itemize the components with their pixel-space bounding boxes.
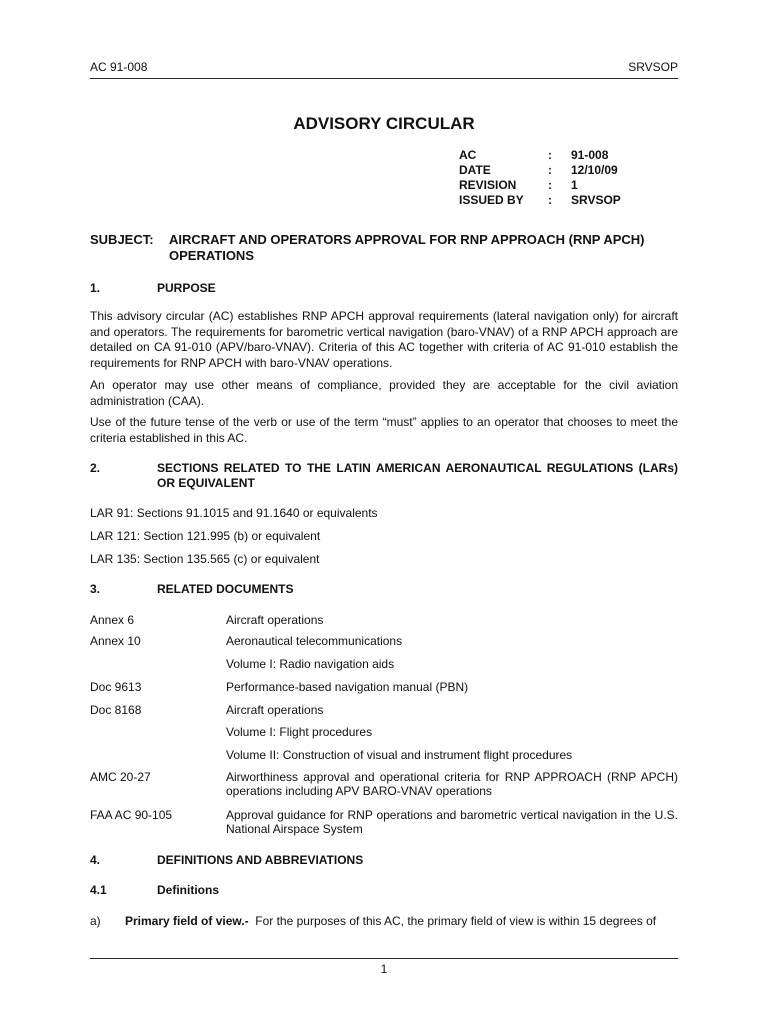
section-title: DEFINITIONS AND ABBREVIATIONS — [157, 853, 364, 867]
document-ref: Annex 6 — [90, 613, 135, 627]
document-desc: Volume I: Flight procedures — [226, 725, 373, 739]
metadata-key: REVISION — [459, 178, 517, 192]
document-desc: Aircraft operations — [226, 703, 324, 717]
metadata-value: 91-008 — [571, 148, 609, 162]
section-number: 4. — [90, 853, 101, 867]
section-number: 3. — [90, 582, 101, 596]
header-issuer: SRVSOP — [628, 60, 678, 74]
metadata-separator: : — [548, 148, 552, 162]
document-ref: FAA AC 90-105 — [90, 808, 173, 822]
document-desc: Performance-based navigation manual (PBN) — [226, 680, 469, 694]
list-marker: a) — [90, 914, 101, 928]
metadata-value: 1 — [571, 178, 578, 192]
document-desc: Volume I: Radio navigation aids — [226, 657, 395, 671]
document-ref: Doc 9613 — [90, 680, 142, 694]
section-title: SECTIONS RELATED TO THE LATIN AMERICAN AERONAUTICAL REGULATIONS (LARs) OR EQUIVALENT — [157, 461, 678, 490]
metadata-separator: : — [548, 178, 552, 192]
lar-reference: LAR 121: Section 121.995 (b) or equivalent — [90, 529, 321, 543]
purpose-paragraph: An operator may use other means of compliance, provided they are acceptable for the civil aviation administration (CAA). — [90, 378, 678, 408]
metadata-row — [459, 163, 621, 178]
metadata-separator: : — [548, 193, 552, 207]
metadata-separator: : — [548, 163, 552, 177]
subject-text: AIRCRAFT AND OPERATORS APPROVAL FOR RNP APPROACH (RNP APCH) OPERATIONS — [169, 232, 645, 263]
document-desc: Volume II: Construction of visual and instrument flight procedures — [226, 748, 573, 762]
page-number: 1 — [380, 962, 388, 976]
definition-body — [125, 914, 685, 929]
document-desc: Approval guidance for RNP operations and barometric vertical navigation in the U.S. National Airspace System — [226, 808, 678, 836]
document-title: ADVISORY CIRCULAR — [293, 114, 475, 133]
section-title: Definitions — [157, 883, 219, 897]
section-number: 4.1 — [90, 883, 107, 897]
lar-reference: LAR 91: Sections 91.1015 and 91.1640 or equivalents — [90, 506, 378, 520]
definition-text: For the purposes of this AC, the primary field of view is within 15 degrees of — [255, 914, 657, 928]
section-title: RELATED DOCUMENTS — [157, 582, 294, 596]
footer-divider — [90, 958, 678, 959]
subject-label: SUBJECT: — [90, 232, 154, 247]
header-divider — [90, 78, 678, 79]
section-title: PURPOSE — [157, 281, 216, 295]
metadata-value: 12/10/09 — [571, 163, 618, 177]
metadata-row — [459, 148, 621, 163]
document-desc: Aeronautical telecommunications — [226, 634, 403, 648]
metadata-row — [459, 178, 621, 193]
metadata-table — [459, 148, 621, 208]
metadata-key: AC — [459, 148, 477, 162]
purpose-paragraph: This advisory circular (AC) establishes RNP APCH approval requirements (lateral navigation only) for aircraft and operators. The requirements for barometric vertical navigation (baro-VNAV) of a RNP APCH approach are detailed on CA 91-010 (APV/baro-VNAV). Criteria of this AC together with criteria of AC 91-010 establish the requirements for RNP APCH with baro-VNAV operations. — [90, 309, 678, 370]
document-ref: Doc 8168 — [90, 703, 142, 717]
definition-term: Primary field of view.- — [125, 914, 249, 928]
document-ref: Annex 10 — [90, 634, 141, 648]
metadata-row — [459, 193, 621, 208]
lar-reference: LAR 135: Section 135.565 (c) or equivalent — [90, 552, 320, 566]
purpose-paragraph: Use of the future tense of the verb or use of the term “must” applies to an operator that chooses to meet the criteria established in this AC. — [90, 415, 678, 445]
document-desc: Airworthiness approval and operational criteria for RNP APPROACH (RNP APCH) operations including APV BARO-VNAV operations — [226, 770, 678, 798]
header-doc-id: AC 91-008 — [90, 60, 148, 74]
section-number: 1. — [90, 281, 101, 295]
metadata-value: SRVSOP — [571, 193, 621, 207]
document-desc: Aircraft operations — [226, 613, 324, 627]
document-ref: AMC 20-27 — [90, 770, 151, 784]
metadata-key: DATE — [459, 163, 491, 177]
metadata-key: ISSUED BY — [459, 193, 524, 207]
section-number: 2. — [90, 461, 101, 475]
